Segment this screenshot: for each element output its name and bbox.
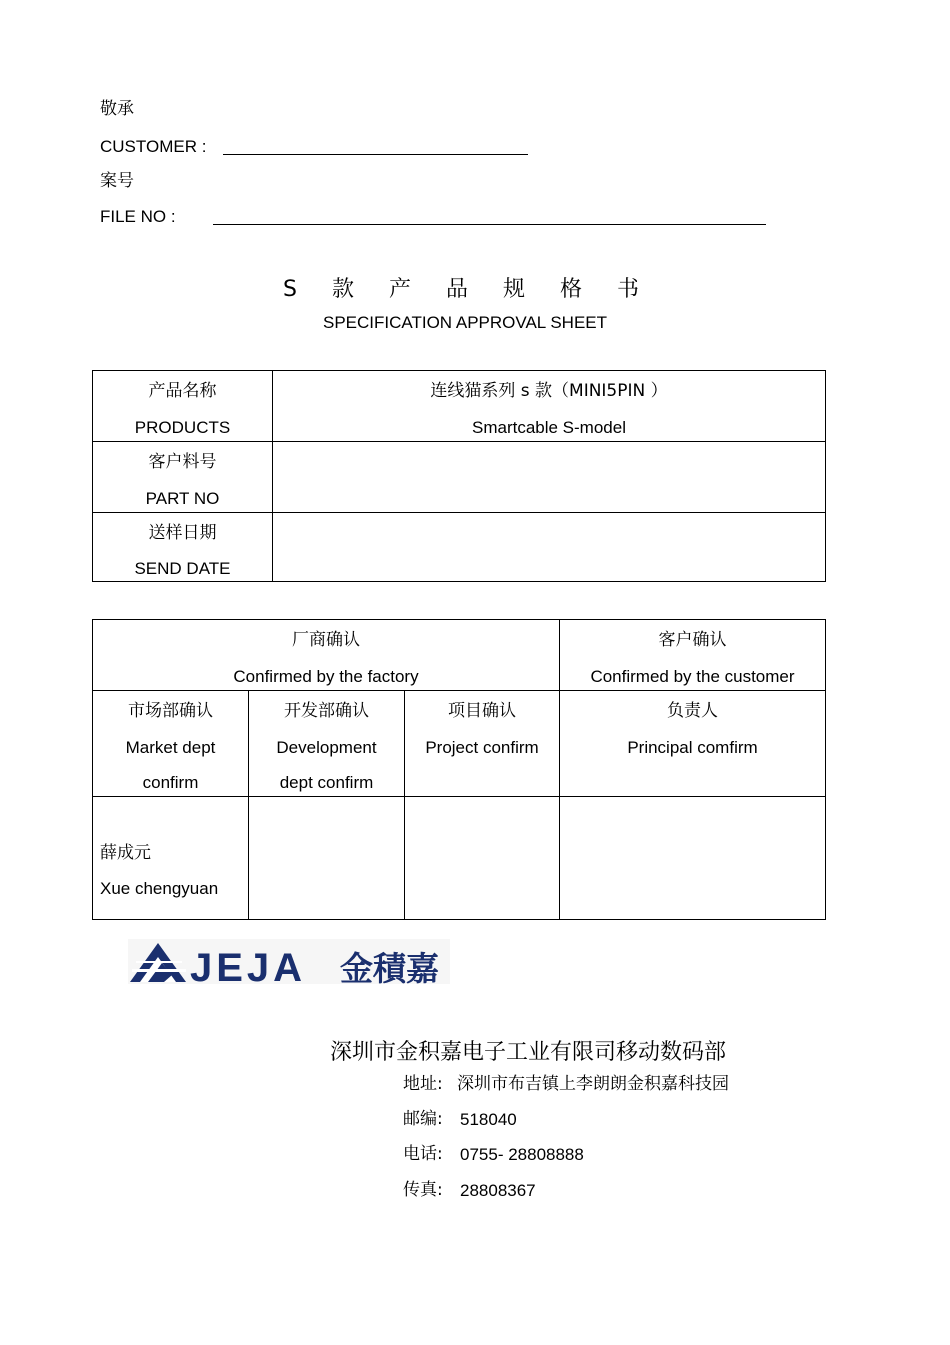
market-dept-en: Market dept (125, 738, 216, 757)
table-row (93, 513, 826, 582)
send-date-label-cn: 送样日期 (148, 523, 217, 543)
table-row (93, 691, 826, 797)
customer-field[interactable] (223, 154, 528, 155)
zip-label: 邮编: (403, 1109, 443, 1129)
project-en: Project confirm (425, 738, 539, 757)
table-row (93, 371, 826, 442)
market-dept-cell (93, 691, 249, 797)
file-no-label-cn: 案号 (100, 171, 134, 191)
dev-dept-cell (249, 691, 405, 797)
company-name: 深圳市金积嘉电子工业有限司移动数码部 (330, 1040, 727, 1065)
product-label-cn: 产品名称 (148, 381, 217, 401)
part-no-label-cn: 客户料号 (148, 452, 217, 472)
tel-label: 电话: (403, 1144, 443, 1164)
factory-header-en: Confirmed by the factory (233, 667, 419, 686)
logo-text-cn: 金積嘉 (340, 949, 439, 984)
principal-cell (560, 691, 826, 797)
table-row (93, 620, 826, 691)
logo-text: JEJA (190, 946, 307, 984)
principal-en: Principal comfirm (627, 738, 758, 757)
send-date-label-cell (93, 513, 273, 582)
dev-dept-cn: 开发部确认 (284, 701, 369, 721)
product-table (92, 370, 826, 582)
product-value-en: Smartcable S-model (471, 418, 626, 437)
principal-signature-cell[interactable] (560, 797, 826, 920)
product-label-en: PRODUCTS (134, 418, 231, 437)
fax-value: 28808367 (460, 1181, 536, 1200)
customer-header-en: Confirmed by the customer (590, 667, 795, 686)
signer-name-en: Xue chengyuan (100, 879, 219, 898)
file-no-field[interactable] (213, 224, 766, 225)
factory-header-cn: 厂商确认 (292, 630, 360, 650)
zip-value: 518040 (460, 1110, 517, 1129)
customer-label: CUSTOMER : (100, 137, 207, 156)
page-title: S 款 产 品 规 格 书 (283, 277, 653, 302)
customer-label-cn: 敬承 (100, 99, 134, 119)
fax-label: 传真: (403, 1180, 443, 1200)
file-no-label: FILE NO : (100, 207, 176, 226)
market-dept-en-2: confirm (142, 773, 199, 792)
customer-header-cell (560, 620, 826, 691)
factory-header-cell (93, 620, 560, 691)
project-cn: 项目确认 (448, 701, 516, 721)
product-value-cn: 连线猫系列 s 款（MINI5PIN ） (430, 381, 668, 401)
project-signature-cell[interactable] (405, 797, 560, 920)
principal-cn: 负责人 (667, 701, 718, 721)
signer-name-cn: 薛成元 (100, 843, 151, 863)
market-dept-cn: 市场部确认 (128, 701, 213, 721)
address-label: 地址: (403, 1074, 443, 1094)
dev-signature-cell[interactable] (249, 797, 405, 920)
part-no-label-en: PART NO (145, 489, 220, 508)
logo-graphic (128, 939, 450, 984)
page-subtitle: SPECIFICATION APPROVAL SHEET (322, 313, 608, 332)
part-no-value-cell[interactable] (273, 442, 826, 513)
product-value-cell (273, 371, 826, 442)
customer-header-cn: 客户确认 (658, 630, 727, 650)
address-value: 深圳市布吉镇上李朗朗金积嘉科技园 (457, 1074, 729, 1094)
tel-value: 0755- 28808888 (460, 1145, 584, 1164)
table-row (93, 797, 826, 920)
send-date-label-en: SEND DATE (134, 559, 231, 578)
confirm-table (92, 619, 826, 920)
product-label-cell (93, 371, 273, 442)
dev-dept-en-2: dept confirm (279, 773, 374, 792)
market-signature-cell[interactable] (93, 797, 249, 920)
dev-dept-en: Development (276, 738, 377, 757)
company-logo (128, 939, 450, 984)
project-cell (405, 691, 560, 797)
part-no-label-cell (93, 442, 273, 513)
send-date-value-cell[interactable] (273, 513, 826, 582)
table-row (93, 442, 826, 513)
